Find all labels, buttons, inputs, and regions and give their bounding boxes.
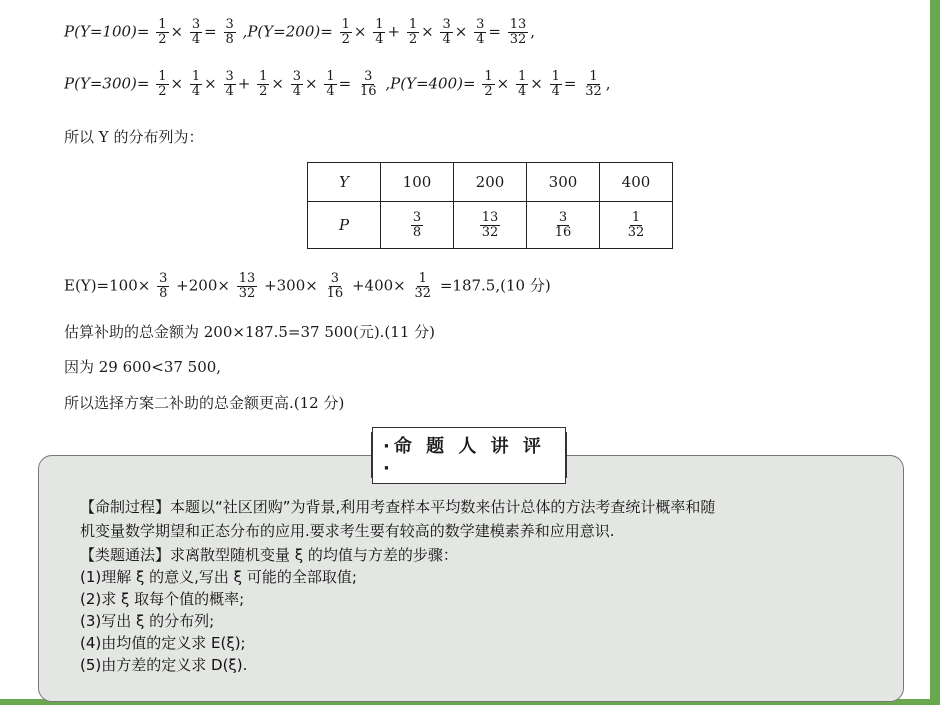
fraction: $\frac{1}{2}$ — [158, 17, 167, 47]
fraction: $\frac{13}{32}$ — [509, 17, 527, 47]
fraction: $\frac{3}{8}$ — [412, 209, 422, 240]
table-cell: 100 — [381, 163, 454, 202]
fraction: $\frac{1}{2}$ — [484, 69, 493, 99]
prob-line-1: P(Y=100)= $\frac{1}{2}$ × $\frac{3}{4}$ = $\frac{3}{8}$ ,P(Y=200)= $\frac{1}{2}$ × $\frac{1}{4}$ + $\frac{1}{2}$ × $\frac{3}{4}$ × $\frac{3}{4}$ = $\frac{13}{32}$ , — [64, 17, 536, 47]
fraction: $\frac{3}{16}$ — [360, 69, 377, 99]
right-accent-bar — [930, 0, 940, 705]
comment-line-8: (5)由方差的定义求 D(ξ). — [80, 656, 248, 674]
table-cell: 400 — [600, 163, 673, 202]
comment-line-2: 机变量数学期望和正态分布的应用.要求考生要有较高的数学建模素养和应用意识. — [80, 522, 615, 540]
fraction: $\frac{1}{32}$ — [585, 69, 602, 99]
comment-line-4: (1)理解 ξ 的意义,写出 ξ 可能的全部取值; — [80, 568, 357, 586]
fraction: $\frac{13}{32}$ — [481, 209, 499, 240]
comment-line-1: 【命制过程】本题以“社区团购”为背景,利用考查样本平均数来估计总体的方法考查统计概率和随 — [80, 498, 716, 516]
table-cell — [527, 202, 600, 249]
table-cell — [454, 202, 527, 249]
fraction: $\frac{1}{4}$ — [191, 69, 201, 99]
comment-line-7: (4)由均值的定义求 E(ξ); — [80, 634, 246, 652]
comment-title-text: ·命 题 人 讲 评· — [372, 427, 566, 484]
comment-line-5: (2)求 ξ 取每个值的概率; — [80, 590, 245, 608]
table-cell — [381, 202, 454, 249]
fraction: $\frac{1}{4}$ — [551, 69, 560, 99]
distribution-intro: 所以 Y 的分布列为： — [64, 128, 204, 146]
comment-line-6: (3)写出 ξ 的分布列; — [80, 612, 215, 630]
fraction: $\frac{3}{4}$ — [225, 69, 234, 99]
fraction: $\frac{3}{4}$ — [476, 17, 485, 47]
fraction: $\frac{13}{32}$ — [238, 271, 256, 301]
fraction: $\frac{3}{8}$ — [159, 271, 168, 301]
fraction: $\frac{1}{4}$ — [517, 69, 527, 99]
p200-lhs: ,P(Y=200)= — [242, 22, 333, 41]
fraction: $\frac{1}{4}$ — [326, 69, 335, 99]
fraction: $\frac{1}{2}$ — [259, 69, 268, 99]
fraction: $\frac{1}{2}$ — [408, 17, 418, 47]
comment-title — [371, 432, 567, 478]
conclusion-line: 所以选择方案二补助的总金额更高.(12 分) — [64, 394, 345, 412]
p300-lhs: P(Y=300)= — [64, 74, 150, 93]
table-row — [308, 163, 673, 202]
comment-line-3: 【类题通法】求离散型随机变量 ξ 的均值与方差的步骤： — [80, 546, 458, 564]
fraction: $\frac{1}{2}$ — [341, 17, 350, 47]
distribution-table — [307, 162, 673, 249]
total-line: 估算补助的总金额为 200×187.5=37 500(元).(11 分) — [64, 323, 435, 341]
fraction: $\frac{1}{32}$ — [414, 271, 432, 301]
fraction: $\frac{1}{4}$ — [375, 17, 384, 47]
fraction: $\frac{3}{16}$ — [554, 209, 572, 240]
p100-lhs: P(Y=100)= — [64, 22, 150, 41]
because-line: 因为 29 600<37 500, — [64, 358, 222, 376]
table-row — [308, 202, 673, 249]
fraction: $\frac{3}{16}$ — [326, 271, 344, 301]
table-cell: P — [308, 202, 381, 249]
table-cell: 300 — [527, 163, 600, 202]
table-cell — [600, 202, 673, 249]
table-cell: 200 — [454, 163, 527, 202]
prob-line-2: P(Y=300)= $\frac{1}{2}$ × $\frac{1}{4}$ × $\frac{3}{4}$ + $\frac{1}{2}$ × $\frac{3}{4}$ × $\frac{1}{4}$ = $\frac{3}{16}$ ,P(Y=400)= $\frac{1}{2}$ × $\frac{1}{4}$ × $\frac{1}{4}$ = $\frac{1}{32}$ , — [64, 69, 611, 99]
fraction: $\frac{3}{8}$ — [225, 17, 234, 47]
fraction: $\frac{3}{4}$ — [191, 17, 201, 47]
fraction: $\frac{3}{4}$ — [292, 69, 302, 99]
expectation-line: E(Y)=100× $\frac{3}{8}$ +200× $\frac{13}{32}$ +300× $\frac{3}{16}$ +400× $\frac{1}{32}$ =187.5,(10 分) — [64, 271, 551, 301]
p400-lhs: ,P(Y=400)= — [385, 74, 476, 93]
fraction: $\frac{1}{32}$ — [627, 209, 645, 240]
fraction: $\frac{3}{4}$ — [442, 17, 451, 47]
fraction: $\frac{1}{2}$ — [158, 69, 167, 99]
table-cell: Y — [308, 163, 381, 202]
